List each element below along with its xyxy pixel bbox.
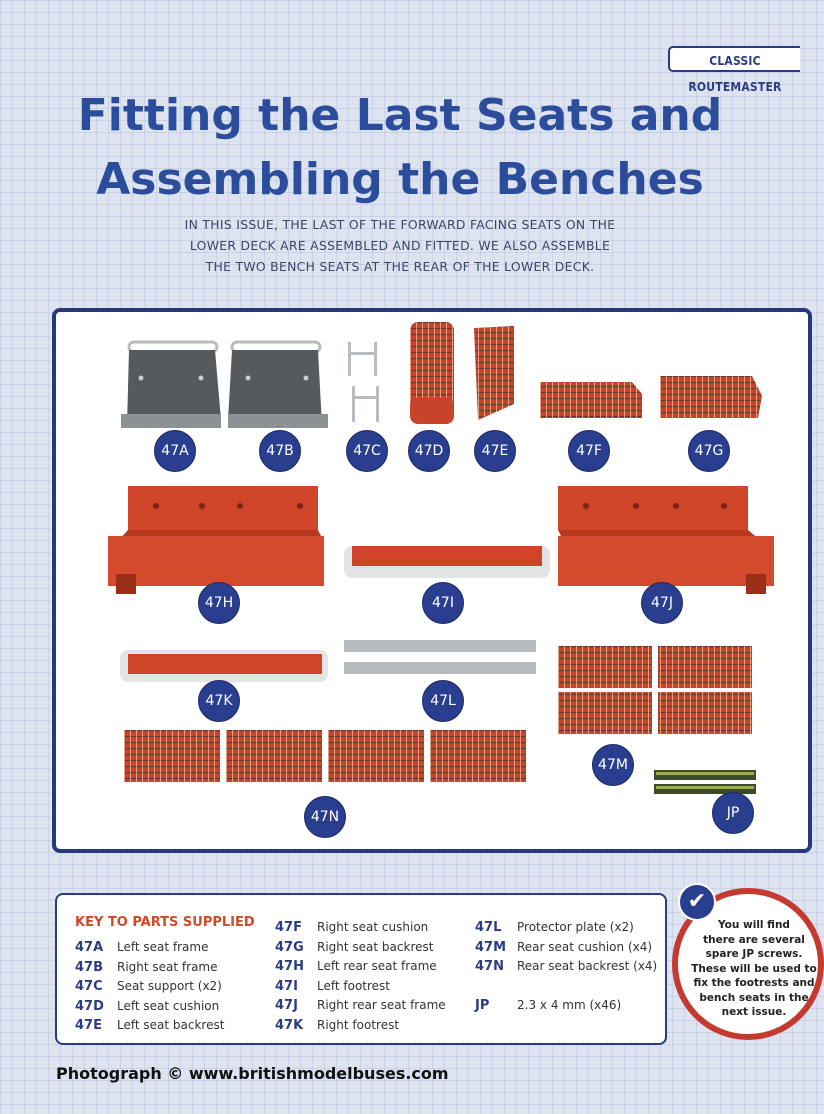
key-code: 47A <box>75 940 104 955</box>
key-row <box>275 1018 446 1038</box>
part-47h-image <box>106 484 326 594</box>
key-row <box>475 959 657 979</box>
key-desc: Rear seat cushion (x4) <box>517 939 653 954</box>
note-line: fix the footrests and <box>693 977 815 989</box>
key-code: 47C <box>75 979 103 994</box>
key-desc: Right seat cushion <box>317 920 429 934</box>
key-code: 47M <box>475 939 507 955</box>
badge-47h: 47H <box>198 582 240 624</box>
note-line: spare JP screws. <box>705 948 803 960</box>
badge-47b: 47B <box>259 430 301 472</box>
part-47j-image <box>556 484 776 594</box>
key-code: 47I <box>275 978 298 994</box>
key-row <box>75 940 224 960</box>
key-desc: Left seat frame <box>117 940 209 954</box>
key-desc: 2.3 x 4 mm (x46) <box>517 998 622 1012</box>
part-47l-image <box>342 638 538 680</box>
intro-line-3: THE TWO BENCH SEATS AT THE REAR OF THE LOWER DECK. <box>205 259 595 274</box>
key-row <box>475 998 657 1018</box>
key-row <box>75 999 224 1019</box>
key-row <box>275 940 446 960</box>
note-text <box>690 918 818 1020</box>
badge-47n: 47N <box>304 796 346 838</box>
key-desc: Left seat cushion <box>117 998 220 1013</box>
badge-47k: 47K <box>198 680 240 722</box>
note-line: bench seats in the <box>699 991 809 1004</box>
key-code: 47J <box>275 998 298 1013</box>
key-code: 47H <box>275 959 304 974</box>
key-code: 47D <box>75 998 104 1014</box>
part-47e-image <box>470 324 518 424</box>
key-desc: Protector plate (x2) <box>517 920 634 934</box>
part-47b-image <box>226 340 328 430</box>
intro-line-2: LOWER DECK ARE ASSEMBLED AND FITTED. WE ALSO ASSEMBLE <box>189 238 611 253</box>
part-47n-image <box>122 728 528 784</box>
key-column-1 <box>75 940 224 1038</box>
badge-47j: 47J <box>641 582 683 624</box>
key-row <box>75 1018 224 1038</box>
part-47m-image <box>556 644 754 736</box>
photo-credit: Photograph © www.britishmodelbuses.com <box>56 1064 449 1083</box>
note-line: there are several <box>703 933 805 946</box>
key-code: 47L <box>475 920 502 935</box>
key-row <box>475 940 657 960</box>
key-desc: Seat support (x2) <box>117 979 222 993</box>
part-47c-image <box>344 340 388 426</box>
title-line-2: Assembling the Benches <box>96 154 704 205</box>
key-desc: Right rear seat frame <box>317 998 446 1012</box>
parts-panel <box>52 308 812 853</box>
key-code: 47E <box>75 1018 102 1033</box>
part-47i-image <box>342 542 552 584</box>
part-47a-image <box>121 340 223 430</box>
badge-47f: 47F <box>568 430 610 472</box>
title-line-1: Fitting the Last Seats and <box>77 90 723 141</box>
page-title <box>60 84 740 212</box>
key-code: 47N <box>475 959 504 974</box>
key-row <box>275 959 446 979</box>
key-desc: Left seat backrest <box>117 1018 225 1032</box>
part-47g-image <box>658 374 764 420</box>
note-line: next issue. <box>721 1006 787 1018</box>
key-row <box>75 979 224 999</box>
key-column-2 <box>275 920 446 1037</box>
key-desc: Left footrest <box>317 978 391 993</box>
badge-47i: 47I <box>422 582 464 624</box>
key-desc: Rear seat backrest (x4) <box>517 959 658 973</box>
key-column-3 <box>475 920 657 1018</box>
note-line: These will be used to <box>691 962 817 975</box>
series-tag: CLASSIC ROUTEMASTER <box>668 46 800 72</box>
parts-key <box>55 893 667 1045</box>
check-icon: ✔ <box>678 883 716 921</box>
part-47f-image <box>538 378 644 422</box>
key-code: 47G <box>275 939 304 955</box>
badge-47l: 47L <box>422 680 464 722</box>
badge-jp: JP <box>712 792 754 834</box>
intro-line-1: IN THIS ISSUE, THE LAST OF THE FORWARD FACING SEATS ON THE <box>184 217 616 232</box>
key-code: JP <box>475 998 490 1013</box>
badge-47c: 47C <box>346 430 388 472</box>
key-desc: Right seat frame <box>117 959 218 974</box>
intro-text <box>180 214 620 277</box>
badge-47g: 47G <box>688 430 730 472</box>
key-title: KEY TO PARTS SUPPLIED <box>75 915 255 930</box>
key-code: 47F <box>275 920 302 935</box>
key-row <box>475 979 657 999</box>
badge-47d: 47D <box>408 430 450 472</box>
note-line: You will find <box>718 919 790 931</box>
key-desc: Right seat backrest <box>317 939 434 954</box>
key-code: 47B <box>75 959 103 975</box>
key-row <box>275 920 446 940</box>
key-row <box>275 998 446 1018</box>
badge-47e: 47E <box>474 430 516 472</box>
key-desc: Right footrest <box>317 1017 400 1032</box>
key-row <box>75 960 224 980</box>
part-47d-image <box>408 320 456 426</box>
key-code: 47K <box>275 1017 304 1033</box>
badge-47a: 47A <box>154 430 196 472</box>
key-row <box>275 979 446 999</box>
badge-47m: 47M <box>592 744 634 786</box>
key-desc: Left rear seat frame <box>317 959 437 973</box>
key-row <box>475 920 657 940</box>
